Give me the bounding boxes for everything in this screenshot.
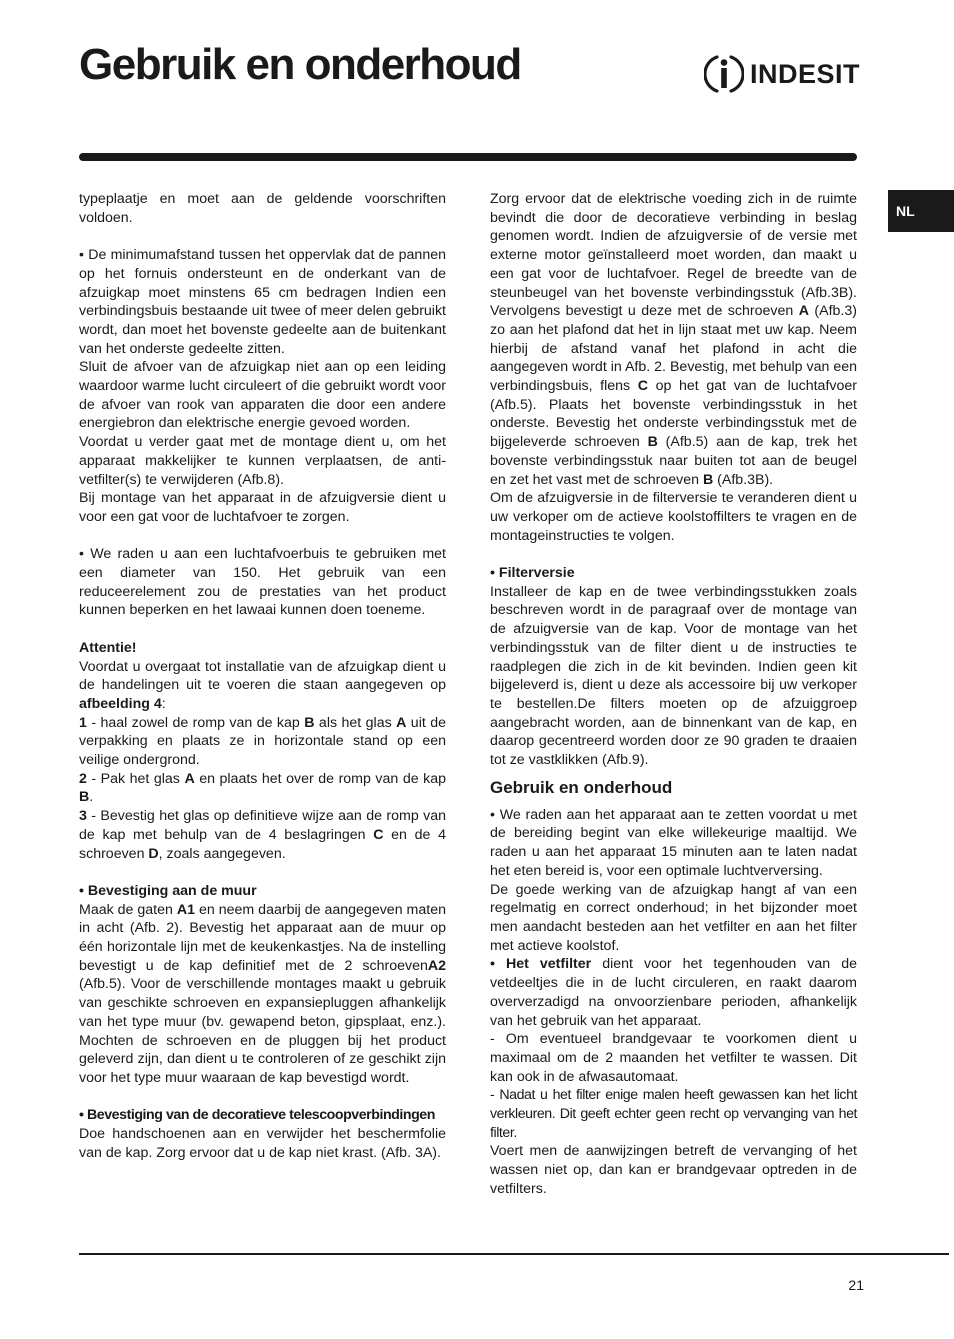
paragraph <box>490 564 857 583</box>
text-run: - haal zowel de romp van de kap <box>86 714 305 731</box>
bold-text: • Bevestiging aan de muur <box>79 882 257 899</box>
section-heading: Gebruik en onderhoud <box>490 777 673 797</box>
text-run: Zorg ervoor dat de elektrische voeding zich in de ruimte bevindt die door de decoratieve verbinding in beslag genomen wordt. Indien de afzuigversie of de versie met externe motor geïnstalleerd moet worden, dan maakt u een gat voor de luchtafvoer. Regel de breedte van de steunbeugel van het bovenste verbindingsstuk (Afb.3B). Vervolgens bevestigt u deze met de schroeven <box>490 191 857 320</box>
footer-rule <box>79 1253 949 1255</box>
bold-text: B <box>304 714 315 731</box>
text-run: - Nadat u het filter enige malen heeft gewassen kan het licht verkleuren. Dit geeft echter geen recht op vervanging van het filter. <box>490 1087 857 1141</box>
bold-text: D <box>148 845 159 862</box>
text-run: • De minimumafstand tussen het oppervlak dat de pannen op het fornuis ondersteunt en de onderkant van de afzuigkap moet minstens 65 cm bedragen Indien een verbindingsbuis bestaande uit twee of meer delen gebruikt wordt, dan moet het bovenste gedeelte aan de buitenkant van het onderste gedeelte zitten. <box>79 247 446 357</box>
paragraph <box>79 1106 446 1125</box>
paragraph <box>490 190 857 489</box>
page-number: 21 <box>848 1277 864 1293</box>
text-run: (Afb.5) aan de kap, trek het bovenste verbindingsstuk naar buiten tot aan de beugel en zet het vast met de schroeven <box>490 434 857 488</box>
text-run: op het gat van de luchtafvoer (Afb.5). Plaats het bovenste verbindingsstuk in het onderste. Bevestig het onderste verbindingsstuk met de bijgeleverde schroeven <box>490 378 857 451</box>
text-run: typeplaatje en moet aan de geldende voorschriften voldoen. <box>79 191 446 226</box>
bold-text: A <box>184 770 195 787</box>
indesit-logo-icon <box>704 52 744 96</box>
text-run: als het glas <box>314 714 397 731</box>
text-run: Voordat u verder gaat met de montage dient u, om het apparaat makkelijker te kunnen verplaatsen, de anti-vetfilter(s) te verwijderen (Afb.8). <box>79 434 446 488</box>
paragraph <box>79 882 446 901</box>
paragraph <box>490 489 857 545</box>
paragraph <box>79 489 446 526</box>
text-run: • We raden aan het apparaat aan te zetten voordat u met de bereiding begint van elke willekeurige maaltijd. We raden u aan het apparaat 15 minuten aan te laten nadat het eten bereid is, voor een optimale luchtverversing. <box>490 806 857 879</box>
header-rule <box>79 153 857 161</box>
bold-text: A <box>396 714 407 731</box>
bold-text: A2 <box>427 957 446 974</box>
paragraph <box>490 955 857 1030</box>
spacer <box>79 527 446 546</box>
paragraph <box>490 1086 857 1142</box>
spacer <box>79 227 446 246</box>
text-run: • We raden u aan een luchtafvoerbuis te gebruiken met een diameter van 150. Het gebruik van een reduceerelement zou de prestaties van het product kunnen beperken en het lawaai kunnen doen toeneme. <box>79 546 446 619</box>
text-run: Bij montage van het apparaat in de afzuigversie dient u voor een gat voor de luchtafvoer te zorgen. <box>79 490 446 525</box>
left-column <box>79 190 446 1162</box>
bold-text: • Bevestiging van de decoratieve telescoopverbindingen <box>79 1107 435 1124</box>
spacer <box>79 863 446 882</box>
text-run: en de 4 schroeven <box>79 826 446 862</box>
bold-text: C <box>373 826 384 843</box>
spacer <box>490 545 857 564</box>
bold-text: B <box>79 789 90 806</box>
bold-text: A <box>798 303 809 320</box>
paragraph <box>79 246 446 358</box>
text-run: Installeer de kap en de twee verbindingsstukken zoals beschreven wordt in de paragraaf over de montage van de afzuigversie van de kap. Voor de montage van het verbindingsstuk van de filter dient u de instructies te raadplegen die zich in de kit bevinden. Indien geen kit bijgeleverd is, dient u deze als accessoire bij uw verkoper te bestellen.De filters moeten op de afzuiggroep aangebracht worden, aan de binnenkant van de kap, en daarop gecentreerd worden door ze 90 graden te draaien tot ze vastklikken (Afb.9). <box>490 583 857 769</box>
paragraph <box>79 807 446 863</box>
text-run: dient voor het tegenhouden van de vetdeeltjes die in de lucht circuleren, en raakt daarom oververzadigd na onvoorzienbare perioden, afhankelijk van het gebruik van het apparaat. <box>490 956 857 1029</box>
bold-text: • Het vetfilter <box>490 956 592 973</box>
paragraph <box>490 881 857 956</box>
spacer <box>79 620 446 639</box>
bold-text: 2 <box>79 770 87 787</box>
text-run: De goede werking van de afzuigkap hangt af van een regelmatig en correct onderhoud; in het bijzonder moet men aandacht besteden aan het vetfilter en aan het filter met actieve koolstof. <box>490 881 857 954</box>
brand-name: INDESIT <box>750 58 861 89</box>
text-run: - Pak het glas <box>86 770 185 787</box>
spacer <box>79 1088 446 1107</box>
text-run: - Bevestig het glas op definitieve wijze aan de romp van de kap met behulp van de 4 beslagringen <box>79 808 446 843</box>
paragraph <box>490 806 857 881</box>
bold-text: A1 <box>176 901 196 918</box>
bold-text: B <box>702 471 714 488</box>
bold-text: • Filterversie <box>490 565 575 582</box>
text-run: : <box>161 695 166 712</box>
text-run: Om de afzuigversie in de filterversie te veranderen dient u uw verkoper om de actieve koolstoffilters te vragen en de montageinstructies te volgen. <box>490 490 857 544</box>
paragraph <box>79 433 446 489</box>
paragraph <box>79 639 446 658</box>
paragraph <box>79 714 446 770</box>
right-column <box>490 190 857 1199</box>
paragraph <box>79 358 446 433</box>
text-run: Doe handschoenen aan en verwijder het beschermfolie van de kap. Zorg ervoor dat u de kap niet krast. (Afb. 3A). <box>79 1126 446 1161</box>
paragraph <box>79 901 446 1088</box>
paragraph <box>79 545 446 620</box>
text-run: Maak de gaten <box>79 901 177 918</box>
text-run: Voordat u overgaat tot installatie van de afzuigkap dient u de handelingen uit te voeren die staan aangegeven op <box>79 658 446 694</box>
paragraph <box>79 770 446 807</box>
bold-text: B <box>647 434 658 451</box>
text-run: uit de verpakking en plaats ze in horizontale stand op een veilige ondergrond. <box>79 714 447 769</box>
bold-text: 1 <box>79 714 87 731</box>
bold-text: C <box>637 378 648 395</box>
page-title: Gebruik en onderhoud <box>79 40 521 89</box>
paragraph <box>79 190 446 227</box>
bold-text: 3 <box>79 808 87 825</box>
bold-text: afbeelding 4 <box>79 695 162 712</box>
text-run: (Afb.3) zo aan het plafond dat het in lijn staat met uw kap. Neem hierbij de afstand vanaf het plafond in acht die aangegeven wordt in Afb. 2. Bevestig, met behulp van een verbindingsbuis, flens <box>490 303 857 395</box>
paragraph <box>79 658 446 714</box>
text-run: , zoals aangegeven. <box>158 845 286 862</box>
text-run: (Afb.3B). <box>713 471 774 488</box>
text-run: en plaats het over de romp van de kap <box>194 770 446 787</box>
paragraph <box>490 583 857 770</box>
paragraph <box>79 1125 446 1162</box>
text-run: Sluit de afvoer van de afzuigkap niet aan op een leiding waardoor warme lucht circuleert of die gebruikt wordt voor de afvoer van rook van apparaten die door een andere energiebron dan elektrische energie gevoed worden. <box>79 359 446 432</box>
paragraph <box>490 1142 857 1198</box>
paragraph <box>490 1030 857 1086</box>
text-run: Voert men de aanwijzingen betreft de vervanging of het wassen niet op, dan kan er brandgevaar optreden in de vetfilters. <box>490 1143 857 1197</box>
brand-logo <box>704 52 860 96</box>
text-run: (Afb.5). Voor de verschillende montages maakt u gebruik van geschikte schroeven en expansiepluggen afhankelijk van het type muur (bv. gewapend beton, gipsplaat, enz.). Mochten de schroeven en de pluggen bij het product geleverd zijn, dan dient u te controleren of ze geschikt zijn voor het type muur waaraan de kap bevestigd wordt. <box>79 976 446 1086</box>
text-run: - Om eventueel brandgevaar te voorkomen dient u maximaal om de 2 maanden het vetfilter te wassen. Dit kan ook in de afwasautomaat. <box>490 1031 857 1085</box>
text-run: . <box>89 789 94 806</box>
bold-text: Attentie! <box>79 639 137 656</box>
text-run: en neem daarbij de aangegeven maten in acht (Afb. 2). Bevestig het apparaat aan de muur op één horizontale lijn met de keukenkastjes. Na de instelling bevestigt u de kap definitief met de 2 schroeven <box>79 901 446 974</box>
language-tab: NL <box>888 190 954 232</box>
